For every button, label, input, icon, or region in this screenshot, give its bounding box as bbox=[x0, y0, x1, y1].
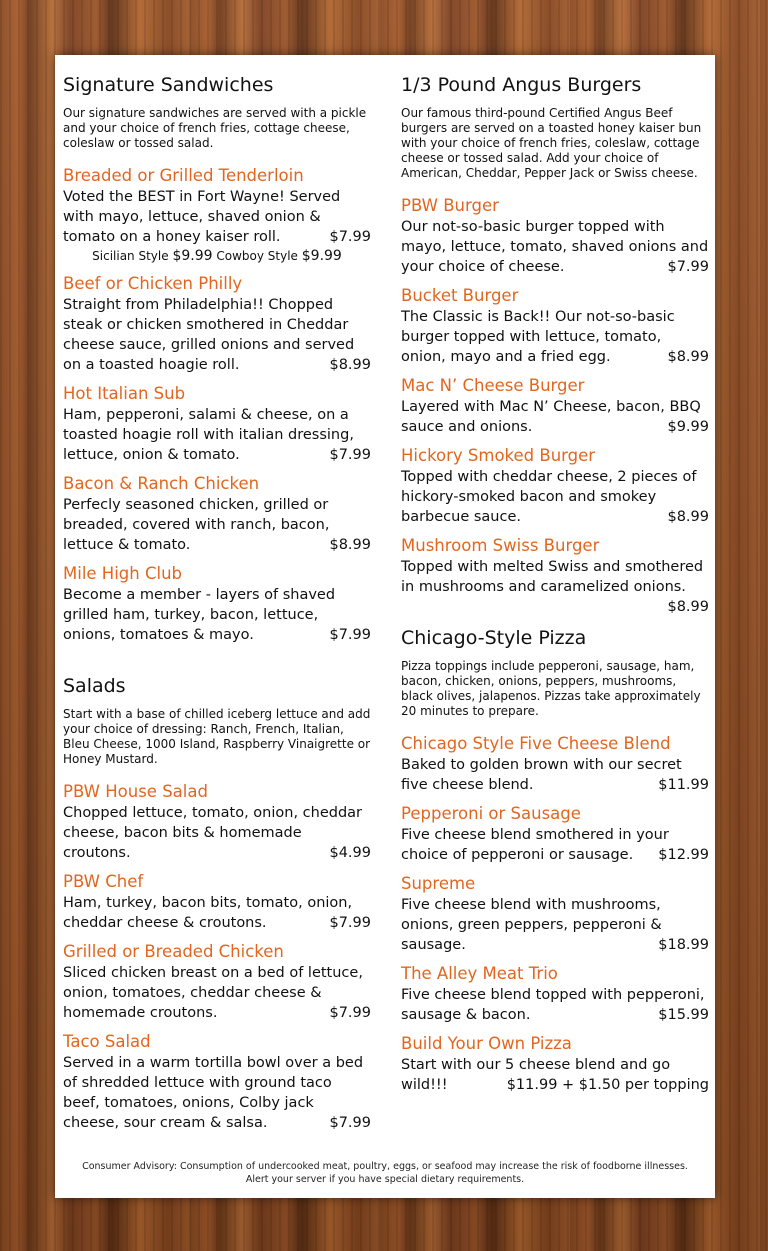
item-name: Beef or Chicken Philly bbox=[63, 274, 243, 293]
item-price: $9.99 bbox=[667, 419, 709, 435]
item-name: Hickory Smoked Burger bbox=[401, 446, 596, 465]
item-description: Topped with cheddar cheese, 2 pieces of hickory-smoked bacon and smokey barbecue sauce. $8.99 bbox=[401, 469, 709, 525]
item-price: $18.99 bbox=[658, 937, 709, 953]
item-name: Bucket Burger bbox=[401, 286, 519, 305]
right-column bbox=[401, 72, 709, 1103]
advisory-line-2: Alert your server if you have special dietary requirements. bbox=[245, 1174, 525, 1185]
variant-label: Sicilian Style bbox=[92, 249, 169, 263]
section-intro-sandwiches: Our signature sandwiches are served with a pickle and your choice of french fries, cottage cheese, coleslaw or tossed salad. bbox=[63, 106, 367, 150]
advisory-line-1: Consumer Advisory: Consumption of undercooked meat, poultry, eggs, or seafood may increase the risk of foodborne illnesses. bbox=[82, 1161, 688, 1172]
item-description: The Classic is Back!! Our not-so-basic burger topped with lettuce, tomato, onion, mayo and a fried egg. $8.99 bbox=[401, 309, 709, 365]
variant-price: $9.99 bbox=[301, 248, 342, 264]
item-price: $8.99 bbox=[329, 537, 371, 553]
item-name: Mushroom Swiss Burger bbox=[401, 536, 600, 555]
section-gap bbox=[401, 605, 709, 625]
menu-item bbox=[63, 165, 371, 265]
menu-item bbox=[401, 733, 709, 795]
section-intro-burgers: Our famous third-pound Certified Angus Beef burgers are served on a toasted honey kaiser bun with your choice of french fries, coleslaw, cottage cheese or tossed salad. Add your choice of American, Cheddar, Pepper Jack or Swiss cheese. bbox=[401, 106, 702, 180]
item-price: $7.99 bbox=[667, 259, 709, 275]
item-description: Five cheese blend topped with pepperoni, sausage & bacon. $15.99 bbox=[401, 987, 709, 1023]
item-price: $7.99 bbox=[329, 447, 371, 463]
left-column bbox=[63, 72, 371, 1141]
item-price: $11.99 bbox=[658, 777, 709, 793]
item-name: PBW Burger bbox=[401, 196, 499, 215]
item-name: Mac N’ Cheese Burger bbox=[401, 376, 585, 395]
item-name: Pepperoni or Sausage bbox=[401, 804, 581, 823]
menu-item bbox=[63, 1031, 371, 1133]
item-price: $8.99 bbox=[329, 357, 371, 373]
menu-item bbox=[401, 963, 709, 1025]
menu-item bbox=[401, 285, 709, 367]
section-intro-pizza: Pizza toppings include pepperoni, sausage, ham, bacon, chicken, onions, peppers, mushrooms, black olives, jalapenos. Pizzas take approximately 20 minutes to prepare. bbox=[401, 659, 701, 718]
item-description: Layered with Mac N’ Cheese, bacon, BBQ sauce and onions. $9.99 bbox=[401, 399, 709, 435]
menu-item bbox=[401, 375, 709, 437]
menu-item bbox=[401, 803, 709, 865]
item-price: $7.99 bbox=[329, 627, 371, 643]
menu-item bbox=[401, 445, 709, 527]
menu-item bbox=[401, 873, 709, 955]
item-description: Ham, turkey, bacon bits, tomato, onion, cheddar cheese & croutons. $7.99 bbox=[63, 895, 371, 931]
item-price: $8.99 bbox=[667, 349, 709, 365]
section-title-pizza: Chicago-Style Pizza bbox=[401, 627, 587, 649]
item-description: Straight from Philadelphia!! Chopped steak or chicken smothered in Cheddar cheese sauce, grilled onions and served on a toasted hoagie roll. $8.99 bbox=[63, 297, 371, 373]
menu-item bbox=[401, 195, 709, 277]
section-title-burgers: 1/3 Pound Angus Burgers bbox=[401, 74, 642, 96]
item-name: Mile High Club bbox=[63, 564, 183, 583]
item-description: Our not-so-basic burger topped with mayo, lettuce, tomato, shaved onions and your choice of cheese. $7.99 bbox=[401, 219, 709, 275]
item-description: Chopped lettuce, tomato, onion, cheddar cheese, bacon bits & homemade croutons. $4.99 bbox=[63, 805, 371, 861]
item-price: $15.99 bbox=[658, 1007, 709, 1023]
item-price: $7.99 bbox=[329, 1005, 371, 1021]
item-description: Voted the BEST in Fort Wayne! Served with mayo, lettuce, shaved onion & tomato on a honey kaiser roll. $7.99 bbox=[63, 189, 371, 245]
item-price: $4.99 bbox=[329, 845, 371, 861]
variant-price: $9.99 bbox=[172, 248, 213, 264]
variant-label: Cowboy Style bbox=[216, 249, 298, 263]
item-price: $11.99 + $1.50 per topping bbox=[506, 1077, 709, 1093]
section-gap bbox=[63, 653, 371, 673]
item-description: Perfecly seasoned chicken, grilled or breaded, covered with ranch, bacon, lettuce & tomato. $8.99 bbox=[63, 497, 371, 553]
menu-item bbox=[63, 273, 371, 375]
item-description: Topped with melted Swiss and smothered in mushrooms and caramelized onions. $8.99 bbox=[401, 559, 709, 615]
item-description: Start with our 5 cheese blend and go wild!!! $11.99 + $1.50 per topping bbox=[401, 1057, 709, 1093]
item-description: Sliced chicken breast on a bed of lettuce, onion, tomatoes, cheddar cheese & homemade croutons. $7.99 bbox=[63, 965, 371, 1021]
item-name: PBW House Salad bbox=[63, 782, 208, 801]
item-price: $8.99 bbox=[667, 599, 709, 615]
section-title-sandwiches: Signature Sandwiches bbox=[63, 74, 274, 96]
section-title-salads: Salads bbox=[63, 675, 126, 697]
item-description: Served in a warm tortilla bowl over a bed of shredded lettuce with ground taco beef, tomatoes, onions, Colby jack cheese, sour cream & salsa. $7.99 bbox=[63, 1055, 371, 1131]
consumer-advisory bbox=[55, 1160, 715, 1186]
menu-item bbox=[401, 1033, 709, 1095]
menu-item bbox=[63, 473, 371, 555]
item-name: Supreme bbox=[401, 874, 476, 893]
item-name: Hot Italian Sub bbox=[63, 384, 186, 403]
item-variants bbox=[63, 247, 371, 265]
item-description: Become a member - layers of shaved grilled ham, turkey, bacon, lettuce, onions, tomatoes & mayo. $7.99 bbox=[63, 587, 371, 643]
item-price: $7.99 bbox=[329, 229, 371, 245]
item-description: Baked to golden brown with our secret five cheese blend. $11.99 bbox=[401, 757, 709, 793]
item-name: Breaded or Grilled Tenderloin bbox=[63, 166, 304, 185]
item-price: $12.99 bbox=[658, 847, 709, 863]
item-name: Taco Salad bbox=[63, 1032, 151, 1051]
item-price: $7.99 bbox=[329, 915, 371, 931]
section-intro-salads: Start with a base of chilled iceberg lettuce and add your choice of dressing: Ranch, French, Italian, Bleu Cheese, 1000 Island, Raspberry Vinaigrette or Honey Mustard. bbox=[63, 707, 371, 766]
item-name: Chicago Style Five Cheese Blend bbox=[401, 734, 671, 753]
menu-item bbox=[63, 781, 371, 863]
item-description: Five cheese blend with mushrooms, onions, green peppers, pepperoni & sausage. $18.99 bbox=[401, 897, 709, 953]
menu-item bbox=[63, 383, 371, 465]
menu-page bbox=[55, 55, 715, 1198]
item-description: Ham, pepperoni, salami & cheese, on a toasted hoagie roll with italian dressing, lettuce, onion & tomato. $7.99 bbox=[63, 407, 371, 463]
item-name: Bacon & Ranch Chicken bbox=[63, 474, 260, 493]
item-name: The Alley Meat Trio bbox=[401, 964, 558, 983]
item-name: PBW Chef bbox=[63, 872, 144, 891]
menu-item bbox=[63, 941, 371, 1023]
item-name: Build Your Own Pizza bbox=[401, 1034, 572, 1053]
item-price: $8.99 bbox=[667, 509, 709, 525]
item-description: Five cheese blend smothered in your choice of pepperoni or sausage. $12.99 bbox=[401, 827, 709, 863]
menu-item bbox=[63, 563, 371, 645]
item-price: $7.99 bbox=[329, 1115, 371, 1131]
item-name: Grilled or Breaded Chicken bbox=[63, 942, 284, 961]
menu-item bbox=[401, 535, 709, 615]
menu-item bbox=[63, 871, 371, 933]
